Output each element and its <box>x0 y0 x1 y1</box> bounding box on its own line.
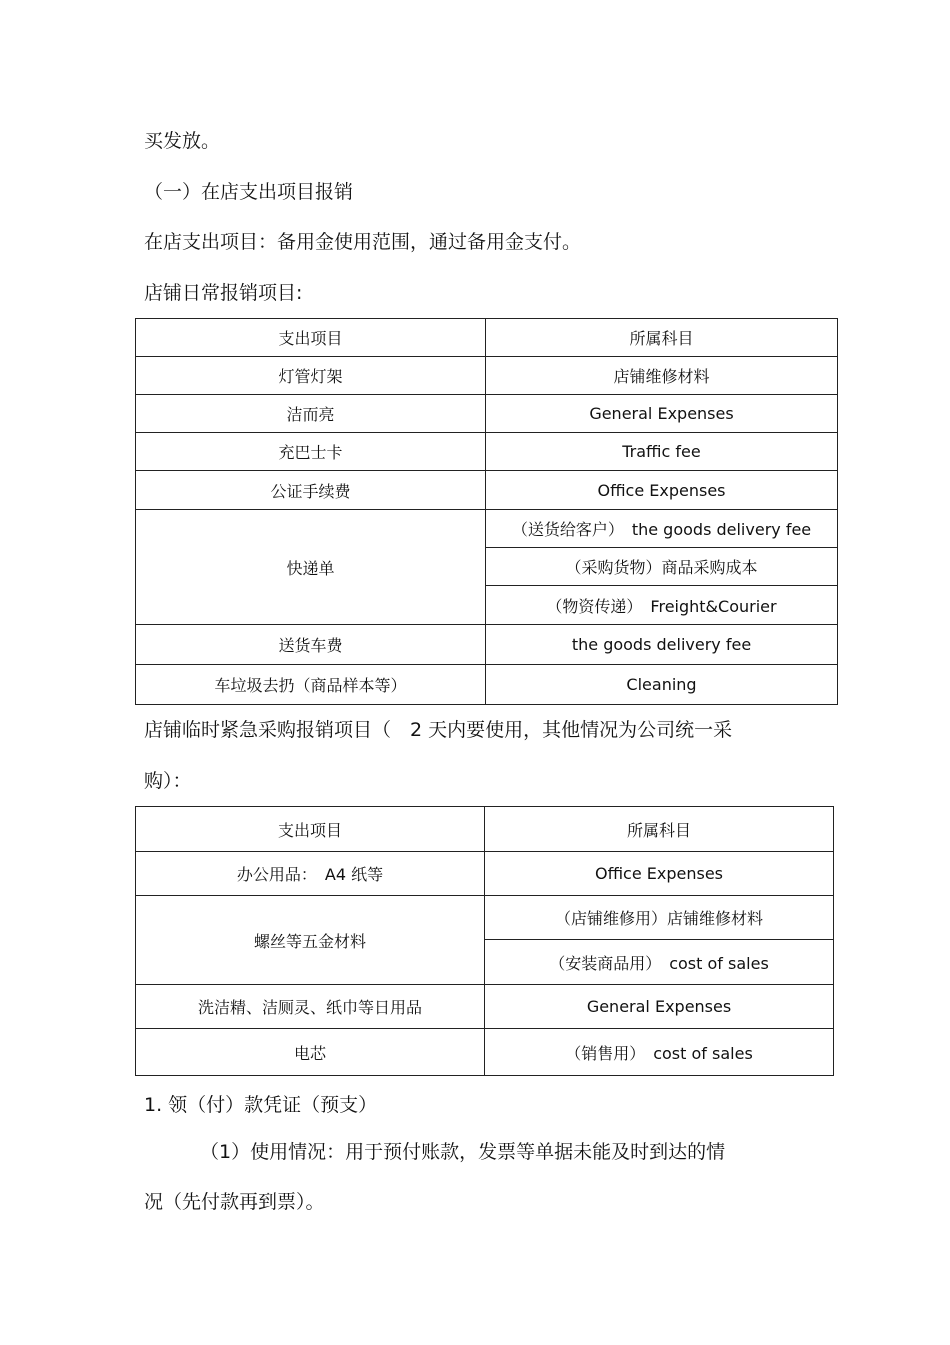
table-cell-item: 公证手续费 <box>136 471 486 510</box>
table-cell-item: 快递单 <box>136 510 486 625</box>
table-cell-item: 送货车费 <box>136 625 486 665</box>
header-category: 所属科目 <box>486 319 838 357</box>
paragraph-usage-line2: 况（先付款再到票）。 <box>144 1191 325 1213</box>
table-cell-category: （送货给客户） the goods delivery fee <box>486 510 838 548</box>
table-cell-item: 办公用品： A4 纸等 <box>136 852 485 896</box>
header-item: 支出项目 <box>136 319 486 357</box>
table-cell-item: 充巴士卡 <box>136 433 486 471</box>
urgent-purchase-table <box>135 806 834 1076</box>
table-cell-category: Office Expenses <box>486 471 838 510</box>
table-cell-item: 车垃圾去扔（商品样本等） <box>136 665 486 705</box>
table2-caption-line1: 店铺临时紧急采购报销项目（ 2 天内要使用，其他情况为公司统一采 <box>144 719 733 741</box>
table-cell-category: General Expenses <box>486 395 838 433</box>
header-item: 支出项目 <box>136 807 485 852</box>
table-cell-item: 洁而亮 <box>136 395 486 433</box>
table-cell-item: 洗洁精、洁厕灵、纸巾等日用品 <box>136 985 485 1029</box>
table-cell-category: Cleaning <box>486 665 838 705</box>
table-cell-category: 店铺维修材料 <box>486 357 838 395</box>
table-cell-item: 电芯 <box>136 1029 485 1076</box>
section-heading: （一）在店支出项目报销 <box>144 181 354 203</box>
table-cell-item: 螺丝等五金材料 <box>136 896 485 985</box>
table-cell-category: （物资传递） Freight&Courier <box>486 586 838 625</box>
table-cell-category: Traffic fee <box>486 433 838 471</box>
paragraph-1: 买发放。 <box>144 130 221 152</box>
paragraph-3: 在店支出项目：备用金使用范围，通过备用金支付。 <box>144 231 582 253</box>
table-cell-category: Office Expenses <box>485 852 834 896</box>
table1-caption: 店铺日常报销项目: <box>144 282 303 304</box>
table-cell-category: （销售用） cost of sales <box>485 1029 834 1076</box>
table-cell-category: the goods delivery fee <box>486 625 838 665</box>
numbered-heading: 1. 领（付）款凭证（预支） <box>144 1094 378 1116</box>
table-cell-category: （店铺维修用）店铺维修材料 <box>485 896 834 940</box>
table-cell-category: （采购货物）商品采购成本 <box>486 548 838 586</box>
table2-caption-line2: 购）： <box>144 770 192 792</box>
table-cell-category: （安装商品用） cost of sales <box>485 940 834 985</box>
table-cell-category: General Expenses <box>485 985 834 1029</box>
header-category: 所属科目 <box>485 807 834 852</box>
table-cell-item: 灯管灯架 <box>136 357 486 395</box>
daily-expense-table <box>135 318 838 705</box>
paragraph-usage-line1: （1）使用情况：用于预付账款，发票等单据未能及时到达的情 <box>200 1141 726 1163</box>
